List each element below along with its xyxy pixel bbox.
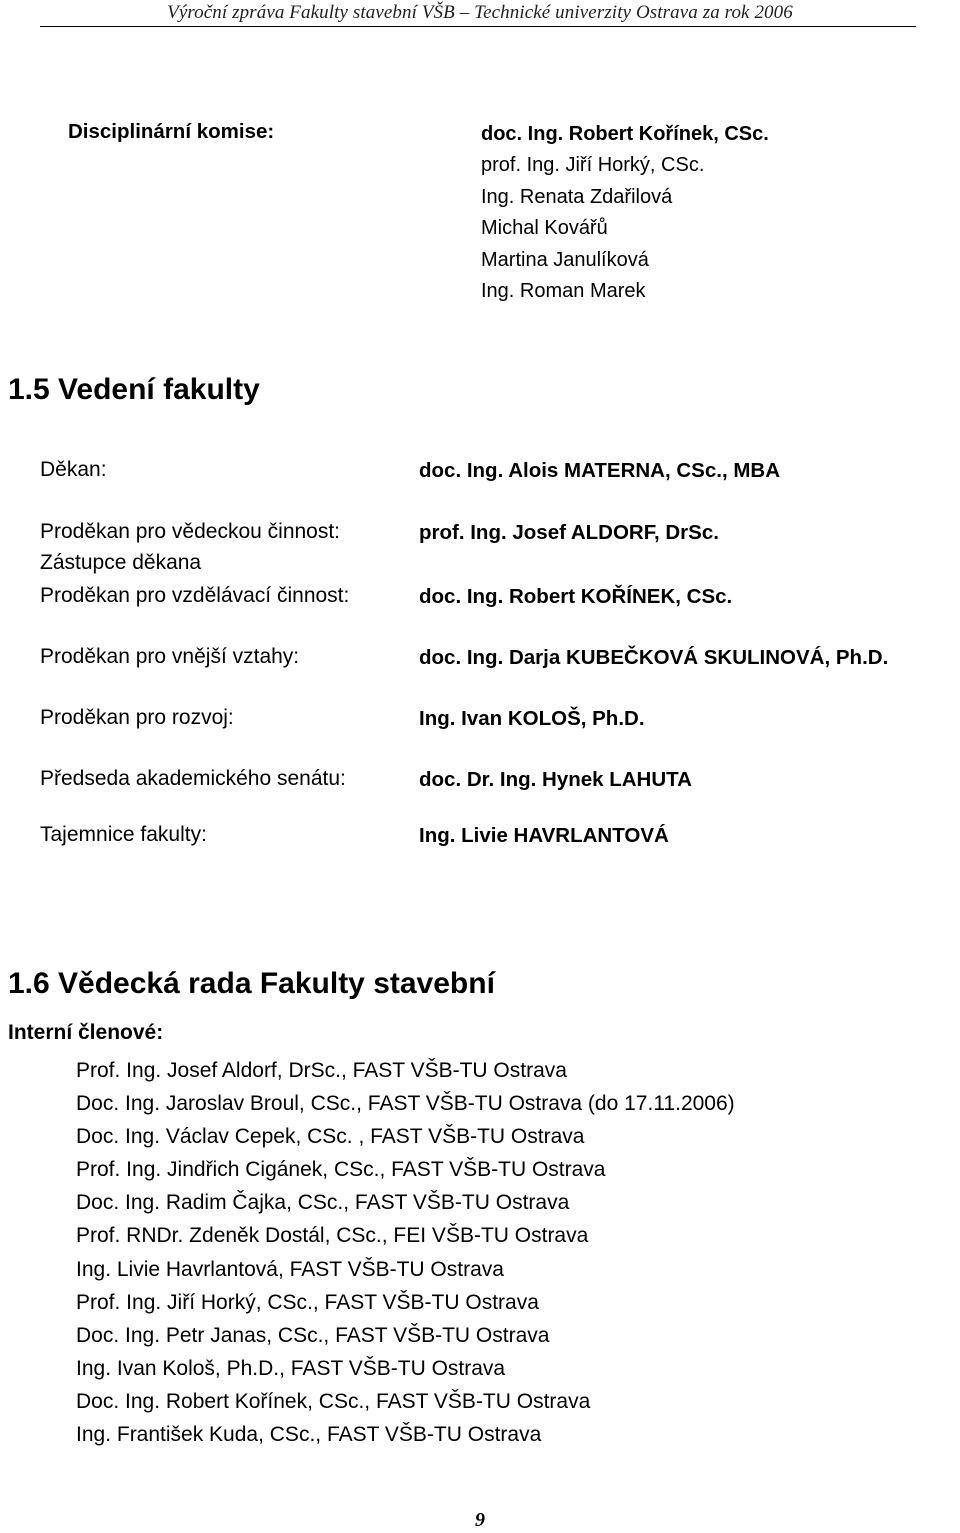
commission-member: prof. Ing. Jiří Horký, CSc. (481, 154, 705, 177)
commission-member: Michal Kovářů (481, 217, 608, 240)
role-name-senate-chair: doc. Dr. Ing. Hynek LAHUTA (419, 768, 692, 791)
header-rule (40, 26, 916, 27)
section-title-science-board: 1.6 Vědecká rada Fakulty stavební (8, 967, 495, 1000)
board-member: Doc. Ing. Robert Kořínek, CSc., FAST VŠB-TU Ostrava (76, 1389, 591, 1413)
board-member: Ing. Livie Havrlantová, FAST VŠB-TU Ostrava (76, 1257, 504, 1281)
board-member: Prof. Ing. Jiří Horký, CSc., FAST VŠB-TU Ostrava (76, 1290, 539, 1314)
role-name-vice-dean-education: doc. Ing. Robert KOŘÍNEK, CSc. (419, 585, 733, 608)
role-name-faculty-secretary: Ing. Livie HAVRLANTOVÁ (419, 824, 669, 847)
commission-member: Ing. Roman Marek (481, 280, 646, 303)
role-label-faculty-secretary: Tajemnice fakulty: (40, 823, 207, 846)
page-number: 9 (475, 1509, 485, 1531)
role-name-vice-dean-development: Ing. Ivan KOLOŠ, Ph.D. (419, 707, 645, 730)
board-member: Doc. Ing. Václav Cepek, CSc. , FAST VŠB-TU Ostrava (76, 1125, 585, 1149)
board-member: Prof. Ing. Jindřich Cigánek, CSc., FAST VŠB-TU Ostrava (76, 1158, 606, 1182)
commission-member: Martina Janulíková (481, 248, 649, 271)
role-label-dean: Děkan: (40, 458, 107, 481)
role-label-vice-dean-education: Proděkan pro vzdělávací činnost: (40, 584, 350, 607)
board-member: Prof. RNDr. Zdeněk Dostál, CSc., FEI VŠB-TU Ostrava (76, 1224, 589, 1248)
role-name-vice-dean-research: prof. Ing. Josef ALDORF, DrSc. (419, 521, 719, 544)
role-name-dean: doc. Ing. Alois MATERNA, CSc., MBA (419, 459, 781, 482)
disciplinary-commission-members (481, 119, 769, 307)
board-member: Ing. Ivan Kološ, Ph.D., FAST VŠB-TU Ostrava (76, 1356, 506, 1380)
role-name-vice-dean-external: doc. Ing. Darja KUBEČKOVÁ SKULINOVÁ, Ph.D. (419, 646, 889, 669)
board-member: Doc. Ing. Radim Čajka, CSc., FAST VŠB-TU Ostrava (76, 1191, 570, 1215)
board-member: Doc. Ing. Jaroslav Broul, CSc., FAST VŠB-TU Ostrava (do 17.11.2006) (76, 1092, 735, 1116)
role-label-vice-dean-development: Proděkan pro rozvoj: (40, 706, 234, 729)
role-label-deputy-dean: Zástupce děkana (40, 551, 202, 574)
commission-member: doc. Ing. Robert Kořínek, CSc. (481, 123, 769, 145)
role-label-vice-dean-external: Proděkan pro vnější vztahy: (40, 645, 300, 668)
commission-member: Ing. Renata Zdařilová (481, 185, 673, 208)
section-title-leadership: 1.5 Vedení fakulty (8, 373, 260, 406)
internal-members-list (76, 1054, 735, 1451)
board-member: Prof. Ing. Josef Aldorf, DrSc., FAST VŠB-TU Ostrava (76, 1059, 567, 1082)
board-member: Ing. František Kuda, CSc., FAST VŠB-TU Ostrava (76, 1423, 542, 1447)
role-label-senate-chair: Předseda akademického senátu: (40, 767, 346, 790)
board-member: Doc. Ing. Petr Janas, CSc., FAST VŠB-TU Ostrava (76, 1323, 550, 1347)
internal-members-label: Interní členové: (8, 1021, 164, 1044)
disciplinary-commission-label: Disciplinární komise: (68, 120, 275, 143)
role-label-vice-dean-research: Proděkan pro vědeckou činnost: (40, 520, 341, 543)
page-header: Výroční zpráva Fakulty stavební VŠB – Technické univerzity Ostrava za rok 2006 (167, 2, 793, 23)
